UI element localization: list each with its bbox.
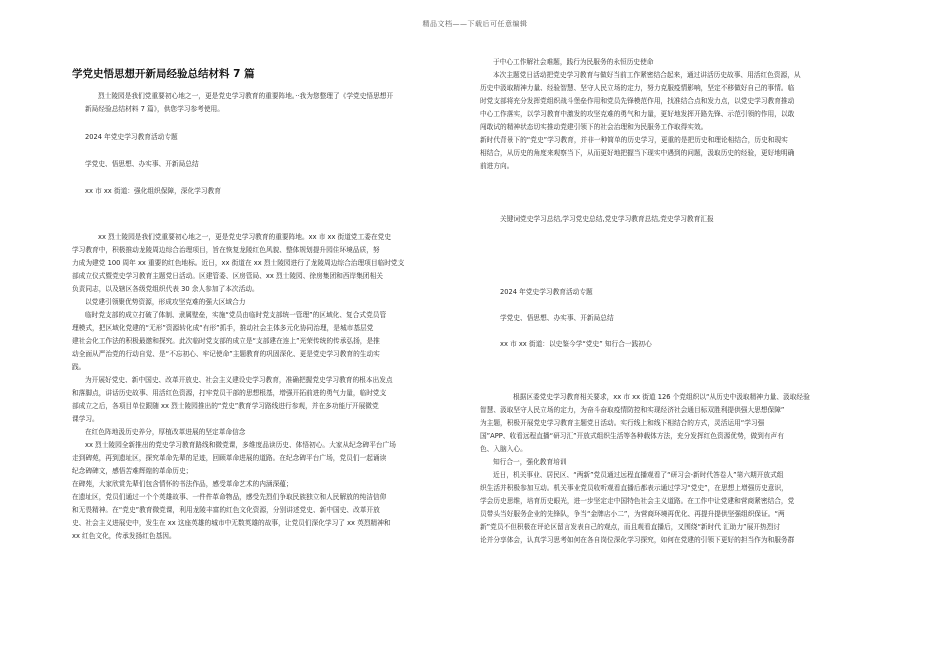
keywords-line: 关键词党史学习总结,学习党史总结,党史学习教育总结,党史学习教育汇报	[500, 215, 714, 223]
text-line: 时党支部将充分发挥党组织战斗堡垒作用和党员先锋模范作用，找准结合点和发力点，以党史学习教育推动	[480, 97, 795, 105]
text-line: 临时党支部的成立打破了体制、隶属壁垒，实施“党员由临时党支部统一管理”的区域化、复合式党员管	[85, 311, 387, 319]
text-line: 走到碑苑，再到遗址区，探究革命先辈的足迹，回顾革命进展的道路。在纪念碑平台广场，党员们一起诵读	[72, 454, 387, 462]
text-line: 力成为建党 100 周年 xx 重要的红色地标。近日，xx 街道在 xx 烈士陵园进行了龙陵周边综合治理项目临时党支	[72, 259, 405, 267]
text-line: 论并分享体会，认真学习思考如何在各自岗位深化学习探究，如何在党建的引领下更好的担当作为和服务群	[480, 536, 795, 544]
text-line: 新时代背景下的“党史”学习教育，并非一种简单的历史学习，更重的是把历史和理论相结合，历史和现实	[480, 136, 788, 144]
text-line: 部成立仪式暨党史学习教育主题党日活动。区建管委、区房管局、xx 烈士陵园、徐房集团和西岸集团相关	[72, 272, 383, 280]
body-paragraph	[480, 391, 880, 456]
text-line: 本次主题党日活动把党史学习教育与做好当前工作紧密结合起来，通过讲活历史故事、用活红色资源，从	[493, 71, 801, 79]
text-line: 员带头当好服务企业的先锋队，争当“金牌店小二”，为营商环境再优化、再提升提供坚强组织保证。“两	[480, 510, 785, 518]
section-heading: 在红色阵地汲历史养分，厚植改革进展的坚定革命信念	[85, 428, 246, 436]
text-line: 国”APP、收看远程直播“研习汇”开放式组织生活等各种载体方法，充分发挥红色资源优势，做到有声有	[480, 432, 784, 440]
street-heading: xx 市 xx 街道：以史鉴今学“党史” 知行合一践初心	[500, 340, 652, 348]
section-heading: 知行合一，强化教育培训	[493, 458, 567, 466]
street-heading: xx 市 xx 街道：强化组织保障，深化学习教育	[85, 187, 221, 195]
document-title: 学党史悟思想开新局经验总结材料 7 篇	[72, 68, 255, 80]
text-line: 学习教育中，积极推动龙陵周边综合治理项目，旨在恢复龙陵红色风貌、整体规划提升园住环境品质，努	[72, 246, 380, 254]
subtitle-heading: 学党史、悟思想、办实事、开新局总结	[500, 314, 614, 322]
text-line: 新”党员不但积极在评论区留言发表自己的观点，而且观看直播后，又围绕“新时代 汇助力”展开热烈讨	[480, 523, 781, 531]
text-line: 新局经验总结材料 7 篇》，供您学习参考使用。	[85, 105, 224, 113]
text-line: 中心工作落实，以学习教育中激发的攻坚克难的勇气和力量，更好地发挥开路先锋、示范引领的作用，以敢	[480, 110, 795, 118]
text-line: 烈士陵园是我们党重要初心地之一，更是党史学习教育的重要阵地。··我为您整理了《学党史悟思想开	[98, 92, 394, 100]
text-line: xx 烈士陵园全新推出的党史学习教育路线和微党课，多维度品读历史、体悟初心。大家从纪念碑平台广场	[85, 441, 396, 449]
text-line: 闯敢试的精神状态切实推动党建引领下的社会治理和为民服务工作取得实效。	[480, 123, 708, 131]
text-line: 色、入脑入心。	[480, 445, 527, 453]
text-line: 智慧、汲取坚守人民立场的定力，为奋斗奋取疫情防控和实现经济社会通目标双胜利提供强大思想保障”	[480, 406, 785, 414]
text-line: 和落脚点，讲话历史故事、用活红色资源，打牢党员干部的思想根基，增强开拓前进的勇气力量，临时党支	[72, 389, 387, 397]
text-line: xx 烈士陵园是我们党重要初心地之一，更是党史学习教育的重要阵地。xx 市 xx 街道党工委在党史	[98, 233, 392, 241]
text-line: 为开展好党史、新中国史、改革开放史、社会主义建设史学习教育，准确把握党史学习教育的根本出发点	[85, 376, 393, 384]
body-paragraph	[480, 469, 880, 547]
body-paragraph	[480, 134, 880, 173]
text-line: 织生活并积极参加互动。机关事业党员收听观看直播后都表示通过学习“党史”，在思想上增强历史意识，	[480, 484, 788, 492]
text-line: 和无畏精神。在“党史”教育微党课，利用龙陵丰富的红色文化资源，分别讲述党史、新中国史、改革开放	[72, 506, 380, 514]
intro-paragraph	[72, 90, 452, 116]
page-header: 精品文档——下载后可任意编辑	[422, 20, 528, 28]
body-paragraph	[72, 439, 452, 543]
topic-heading: 2024 年党史学习教育活动专题	[85, 133, 178, 141]
text-line: 前进方向。	[480, 162, 514, 170]
text-line: 为主题，积极开展党史学习教育主题党日活动。实行线上和线下相结合的方式，灵活运用“学习强	[480, 419, 765, 427]
body-paragraph	[480, 69, 880, 134]
body-paragraph	[72, 309, 452, 374]
text-line: 史、社会主义进展史中，发生在 xx 这座英雄的城市中无数英雄的故事，让党员们深化学习了 xx 英烈精神和	[72, 519, 391, 527]
text-line: 根据区委党史学习教育相关要求，xx 市 xx 街道 126 个党组织以“从历史中汲取精神力量、汲取经验	[513, 393, 810, 401]
section-heading: 以党建引领聚优势资源，形成攻坚克难的强大区域合力	[85, 298, 246, 306]
text-line: 于中心工作解社会难题，践行为民服务的永恒历史使命	[493, 58, 654, 66]
text-line: 负责同志，以及辖区各级党组织代表 30 余人参加了本次活动。	[72, 285, 259, 293]
text-line: 理模式，把区域化党建的“无形”资源转化成“有形”抓手，推动社会主体多元化协同治理，是城市基层党	[72, 324, 374, 332]
text-line: 在遗址区，党员们通过一个个英雄故事、一件件革命物品，感受先烈们争取民族独立和人民解放的纯洁信仰	[72, 493, 387, 501]
text-line: 在碑苑，大家欣赏先辈们包含情怀的书法作品，感受革命艺术的内涵深蕴；	[72, 480, 293, 488]
text-line: 建社会化工作法的积极最邀和探究。此次临时党支部的成立是“支部建在连上”光荣传统的传承弘扬，是推	[72, 337, 380, 345]
subtitle-heading: 学党史、悟思想、办实事、开新局总结	[85, 160, 199, 168]
text-line: 课学习。	[72, 415, 99, 423]
left-column	[72, 0, 452, 543]
text-line: 近日，机关事业、居民区、“两新”党员通过远程直播观看了“研习会-新时代答卷人”第六期开放式组	[493, 471, 784, 479]
text-line: 动全面从严治党的行动自觉、是“不忘初心、牢记使命”主题教育的巩固深化、更是党史学习教育的生动实	[72, 350, 380, 358]
right-column	[480, 0, 880, 547]
topic-heading: 2024 年党史学习教育活动专题	[500, 288, 593, 296]
text-line: 践。	[72, 363, 86, 371]
text-line: 相结合，从历史的角度来观察当下，从而更好地把握当下现实中遇到的问题，汲取历史的经验，更好地明确	[480, 149, 795, 157]
text-line: 学会历史思维，培育历史眼光，进一步坚定走中国特色社会主义道路。在工作中让党建和营商紧密结合，党	[480, 497, 795, 505]
text-line: 部成立之后，各项目单位跟随 xx 烈士陵园推出的“党史”教育学习路线进行参观，并在多功能厅开展微党	[72, 402, 379, 410]
body-paragraph	[72, 374, 452, 426]
text-line: 历史中汲取精神力量、经验智慧、坚守人民立场的定力，努力克服疫情影响，坚定不移做好自己的事情。临	[480, 84, 795, 92]
body-paragraph	[72, 231, 452, 296]
text-line: xx 红色文化，传承发扬红色基因。	[72, 532, 176, 540]
text-line: 纪念碑碑文，感悟苦难辉煌的革命历史；	[72, 467, 193, 475]
